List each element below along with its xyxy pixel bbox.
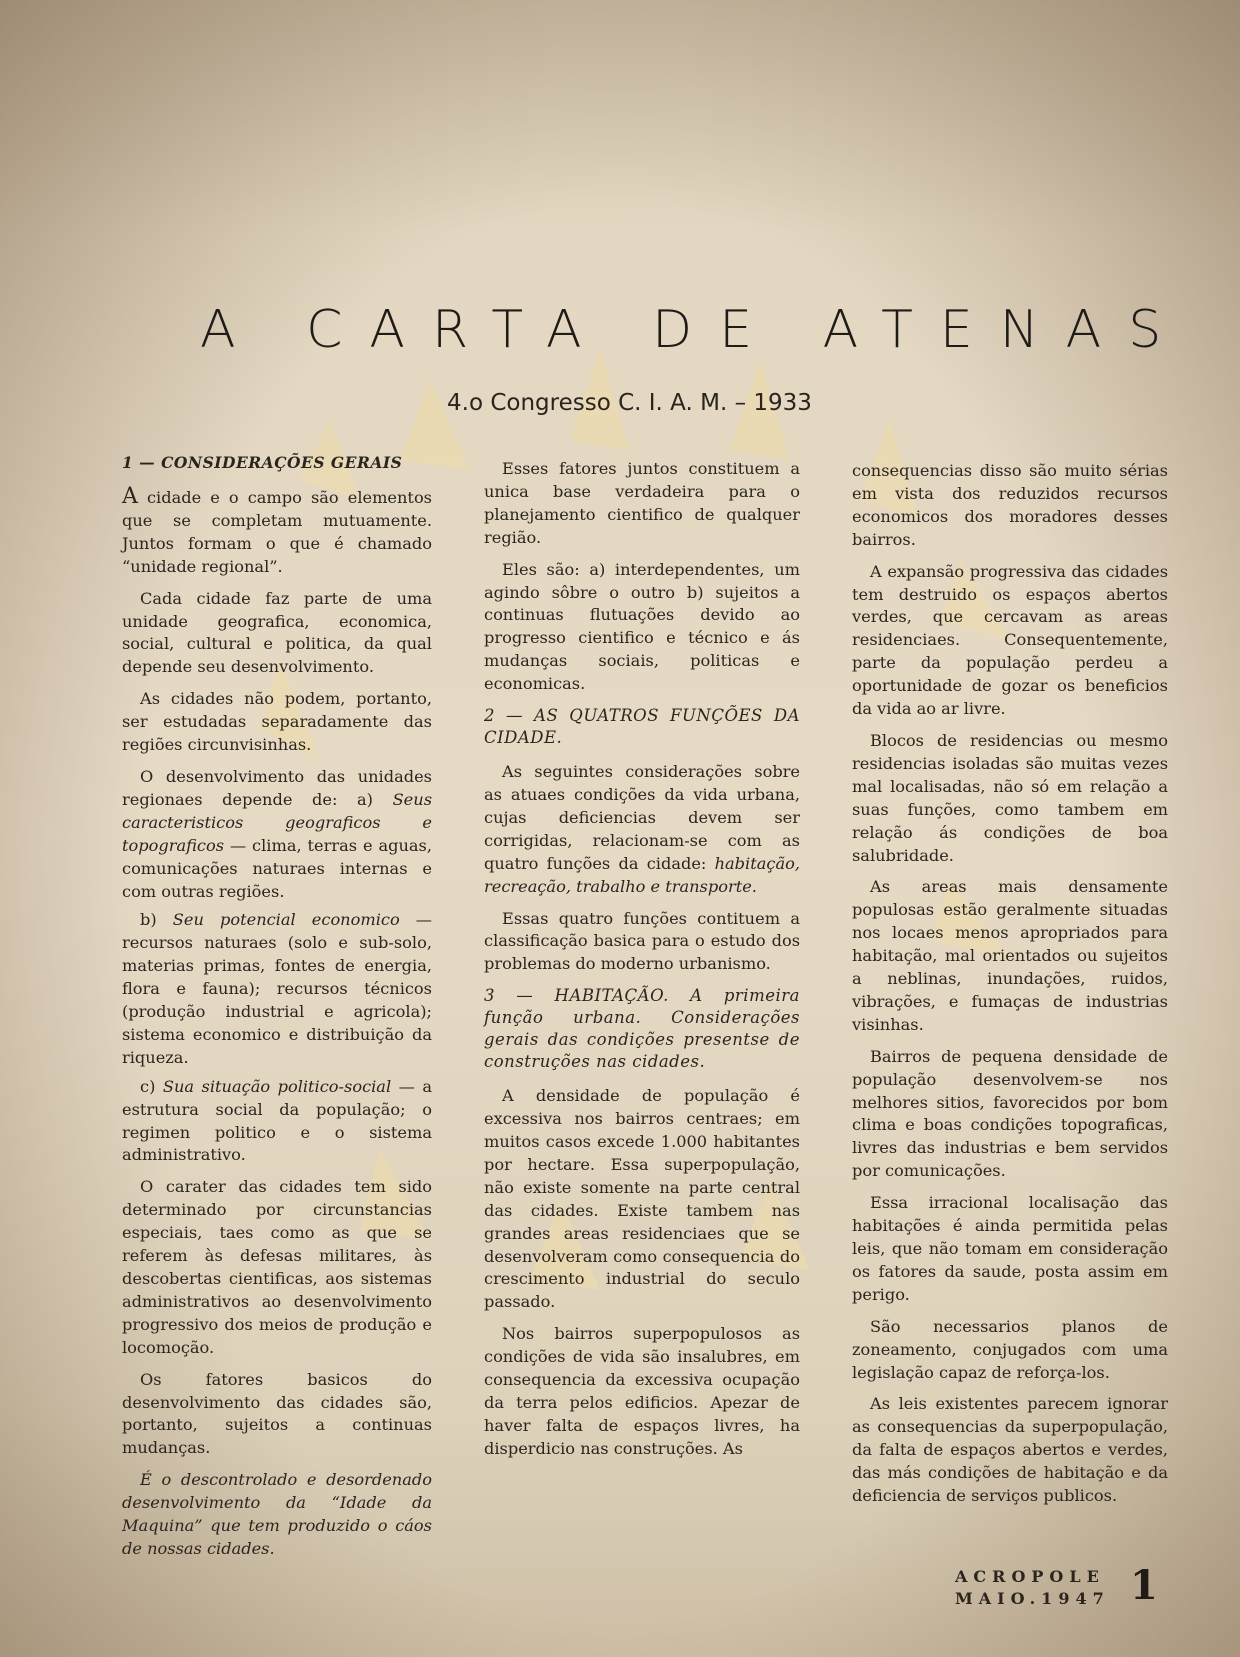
paragraph: Cada cidade faz parte de uma unidade geografica, economica, social, cultural e politica, da qual depende seu desenvolvimento. xyxy=(122,588,432,677)
paragraph: b) Seu potencial economico — recursos naturaes (solo e sub-solo, materias primas, fontes de energia, flora e fauna); recursos técnicos (produção industrial e agricola); sistema economico e distribuição da riqueza. xyxy=(122,910,432,1067)
paragraph: A densidade de população é excessiva nos bairros centraes; em muitos casos excede 1.000 habitantes por hectare. Essa superpopulação, não existe somente na parte central das cidades. Existe tambem nas grandes areas residenciaes que se desenvolveram como consequencia do crescimento industrial do seculo passado. xyxy=(484,1086,800,1312)
paragraph: O desenvolvimento das unidades regionaes depende de: a) Seus caracteristicos geograficos e topograficos — clima, terras e aguas, comunicações naturaes internas e com outras regiões. xyxy=(122,766,432,901)
article-column-2 xyxy=(484,458,800,1470)
paragraph: Essas quatro funções contituem a classificação basica para o estudo dos problemas do moderno urbanismo. xyxy=(484,908,800,974)
paragraph: Essa irracional localisação das habitações é ainda permitida pelas leis, que não tomam em consideração os fatores da saude, posta assim em perigo. xyxy=(852,1193,1168,1304)
paragraph: O carater das cidades tem sido determinado por circunstancias especiais, taes como as que se referem às defesas militares, às descobertas cientificas, aos sistemas administrativos ao desenvolvimento progressivo dos meios de produção e locomoção. xyxy=(122,1177,432,1357)
issue-date: MAIO.1947 xyxy=(955,1589,1110,1608)
paragraph: As leis existentes parecem ignorar as consequencias da superpopulação, da falta de espaços abertos e verdes, das más condições de habitação e da deficiencia de serviços publicos. xyxy=(852,1394,1168,1506)
page-number: 1 xyxy=(1130,1562,1158,1609)
drop-cap: A xyxy=(122,484,138,509)
paragraph: A expansão progressiva das cidades tem destruido os espaços abertos verdes, que cercavam as areas residenciaes. Consequentemente, parte da população perdeu a oportunidade de gozar os beneficios da vida ao ar livre. xyxy=(852,561,1168,719)
paragraph: Bairros de pequena densidade de população desenvolvem-se nos melhores sitios, favorecidos por bom clima e boas condições topograficas, livres das industrias e bem servidos por comunicações. xyxy=(852,1046,1168,1181)
paragraph: Nos bairros superpopulosos as condições de vida são insalubres, em consequencia da excessiva ocupação da terra pelos edificios. Apezar de haver falta de espaços livres, ha disperdicio nas construções. As xyxy=(484,1324,800,1458)
magazine-name: ACROPOLE xyxy=(955,1567,1105,1586)
paragraph: Esses fatores juntos constituem a unica base verdadeira para o planejamento cientifico de qualquer região. xyxy=(484,459,800,547)
paragraph: Blocos de residencias ou mesmo residencias isoladas são muitas vezes mal localisadas, não só em relação a suas funções, como tambem em relação ás condições de boa salubridade. xyxy=(852,730,1168,865)
paragraph: É o descontrolado e desordenado desenvolvimento da “Idade da Maquina” que tem produzido o cáos de nossas cidades. xyxy=(122,1470,432,1558)
article-column-1 xyxy=(122,452,432,1570)
section-heading-2: 2 — AS QUATROS FUNÇÕES DA CIDADE. xyxy=(484,706,800,748)
paragraph: c) Sua situação politico-social — a estrutura social da população; o regimen politico e o sistema administrativo. xyxy=(122,1076,432,1165)
paragraph: A cidade e o campo são elementos que se completam mutuamente. Juntos formam o que é chamado “unidade regional”. xyxy=(122,484,432,576)
magazine-footer xyxy=(955,1566,1110,1610)
paragraph: consequencias disso são muito sérias em vista dos reduzidos recursos economicos dos moradores desses bairros. xyxy=(852,461,1168,549)
paragraph: Eles são: a) interdependentes, um agindo sôbre o outro b) sujeitos a continuas flutuações devido ao progresso cientifico e técnico e ás mudanças sociais, politicas e economicas. xyxy=(484,559,800,694)
section-heading-1: 1 — CONSIDERAÇÕES GERAIS xyxy=(122,453,403,472)
page-title: A CARTA DE ATENAS xyxy=(200,300,1189,360)
paragraph: As areas mais densamente populosas estão geralmente situadas nos locaes menos apropriados para habitação, mal orientados ou sujeitos a neblinas, inundações, ruidos, vibrações, e fumaças de industrias visinhas. xyxy=(852,877,1168,1034)
paragraph: Os fatores basicos do desenvolvimento das cidades são, portanto, sujeitos a continuas mudanças. xyxy=(122,1369,432,1458)
paragraph: As cidades não podem, portanto, ser estudadas separadamente das regiões circunvisinhas. xyxy=(122,689,432,755)
section-heading-3: 3 — HABITAÇÃO. A primeira função urbana. Considerações gerais das condições presentse de construções nas cidades. xyxy=(484,986,800,1072)
paragraph: As seguintes considerações sobre as atuaes condições da vida urbana, cujas deficiencias devem ser corrigidas, relacionam-se com as quatro funções da cidade: habitação, recreação, trabalho e transporte. xyxy=(484,762,800,896)
article-column-3 xyxy=(852,460,1168,1517)
paragraph: São necessarios planos de zoneamento, conjugados com uma legislação capaz de reforça-los. xyxy=(852,1316,1168,1382)
page-subtitle: 4.o Congresso C. I. A. M. – 1933 xyxy=(447,390,812,416)
